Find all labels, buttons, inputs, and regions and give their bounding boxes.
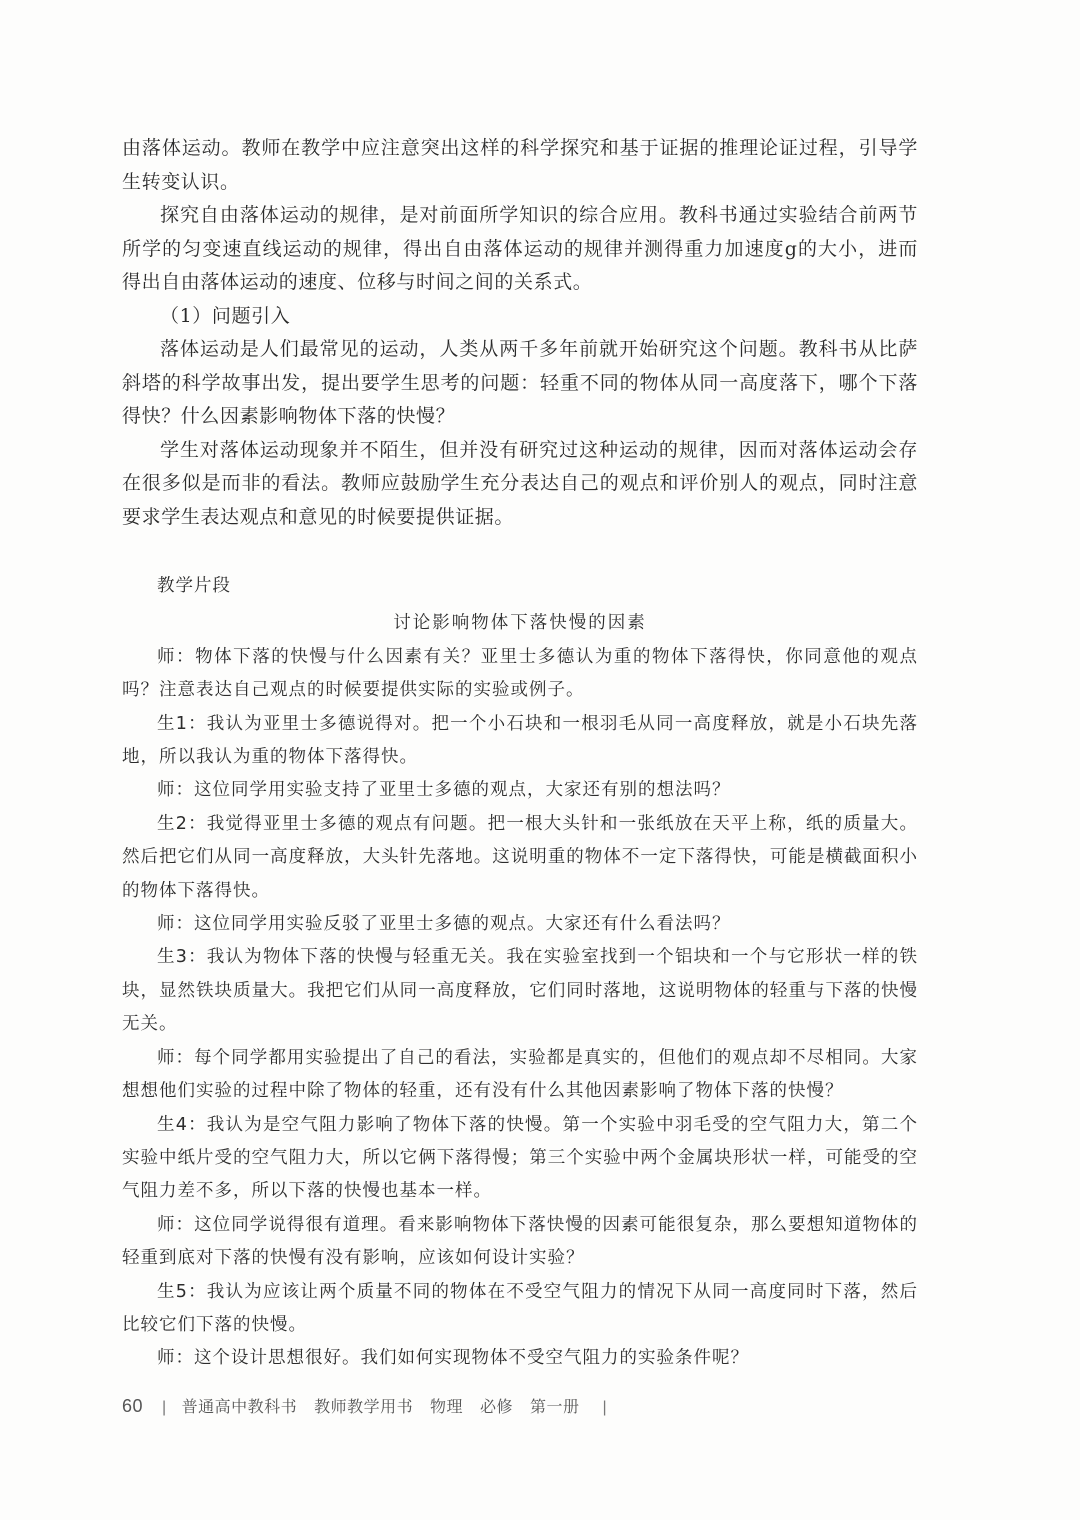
paragraph: 探究自由落体运动的规律，是对前面所学知识的综合应用。教科书通过实验结合前两节所学的匀变速直线运动的规律，得出自由落体运动的规律并测得重力加速度g的大小，进而得出自由落体运动的速度、位移与时间之间的关系式。 (122, 204, 918, 293)
page-number: 60 (122, 1396, 144, 1416)
footer-volume: 第一册 (529, 1399, 580, 1416)
dialogue-line: 师：这位同学说得很有道理。看来影响物体下落快慢的因素可能很复杂，那么要想知道物体的轻重到底对下落的快慢有没有影响，应该如何设计实验？ (122, 1214, 918, 1269)
dialogue-line: 生4：我认为是空气阻力影响了物体下落的快慢。第一个实验中羽毛受的空气阻力大，第二个实验中纸片受的空气阻力大，所以它俩下落得慢；第三个实验中两个金属块形状一样，可能受的空气阻力差不多，所以下落的快慢也基本一样。 (122, 1114, 918, 1202)
dialogue-line: 生2：我觉得亚里士多德的观点有问题。把一根大头针和一张纸放在天平上称，纸的质量大。然后把它们从同一高度释放，大头针先落地。这说明重的物体不一定下落得快，可能是横截面积小的物体下落得快。 (122, 813, 918, 901)
page-footer (122, 1394, 607, 1417)
dialogue-line: 师：这个设计思想很好。我们如何实现物体不受空气阻力的实验条件呢？ (157, 1348, 749, 1369)
footer-course: 必修 (480, 1399, 514, 1416)
section-heading: （1）问题引入 (160, 304, 291, 327)
dialogue-line: 生1：我认为亚里士多德说得对。把一个小石块和一根羽毛从同一高度释放，就是小石块先落地，所以我认为重的物体下落得快。 (122, 713, 918, 768)
excerpt-label: 教学片段 (157, 576, 231, 596)
paragraph: 落体运动是人们最常见的运动，人类从两千多年前就开始研究这个问题。教科书从比萨斜塔的科学故事出发，提出要学生思考的问题：轻重不同的物体从同一高度落下，哪个下落得快？什么因素影响物体下落的快慢？ (122, 338, 918, 427)
paragraph: 学生对落体运动现象并不陌生，但并没有研究过这种运动的规律，因而对落体运动会存在很多似是而非的看法。教师应鼓励学生充分表达自己的观点和评价别人的观点，同时注意要求学生表达观点和意见的时候要提供证据。 (122, 438, 918, 528)
dialogue-line: 生3：我认为物体下落的快慢与轻重无关。我在实验室找到一个铝块和一个与它形状一样的铁块，显然铁块质量大。我把它们从同一高度释放，它们同时落地，这说明物体的轻重与下落的快慢无关。 (122, 947, 918, 1035)
dialogue-line: 师：每个同学都用实验提出了自己的看法，实验都是真实的，但他们的观点却不尽相同。大家想想他们实验的过程中除了物体的轻重，还有没有什么其他因素影响了物体下落的快慢？ (122, 1047, 918, 1102)
excerpt-title: 讨论影响物体下落快慢的因素 (393, 613, 647, 634)
dialogue-line: 生5：我认为应该让两个质量不同的物体在不受空气阻力的情况下从同一高度同时下落，然后比较它们下落的快慢。 (122, 1281, 918, 1335)
paragraph: 由落体运动。教师在教学中应注意突出这样的科学探究和基于证据的推理论证过程，引导学生转变认识。 (122, 137, 918, 193)
footer-book-type: 教师教学用书 (314, 1399, 414, 1416)
dialogue-line: 师：这位同学用实验支持了亚里士多德的观点，大家还有别的想法吗？ (157, 780, 731, 801)
dialogue-line: 师：这位同学用实验反驳了亚里士多德的观点。大家还有什么看法吗？ (157, 914, 731, 935)
footer-separator-end: | (602, 1399, 608, 1416)
teaching-excerpt (122, 570, 918, 1376)
footer-separator: | (161, 1399, 167, 1416)
footer-subject: 物理 (430, 1399, 464, 1416)
footer-book-series: 普通高中教科书 (181, 1399, 298, 1416)
body-text (122, 132, 918, 534)
dialogue-line: 师：物体下落的快慢与什么因素有关？亚里士多德认为重的物体下落得快，你同意他的观点吗？注意表达自己观点的时候要提供实际的实验或例子。 (122, 646, 918, 701)
